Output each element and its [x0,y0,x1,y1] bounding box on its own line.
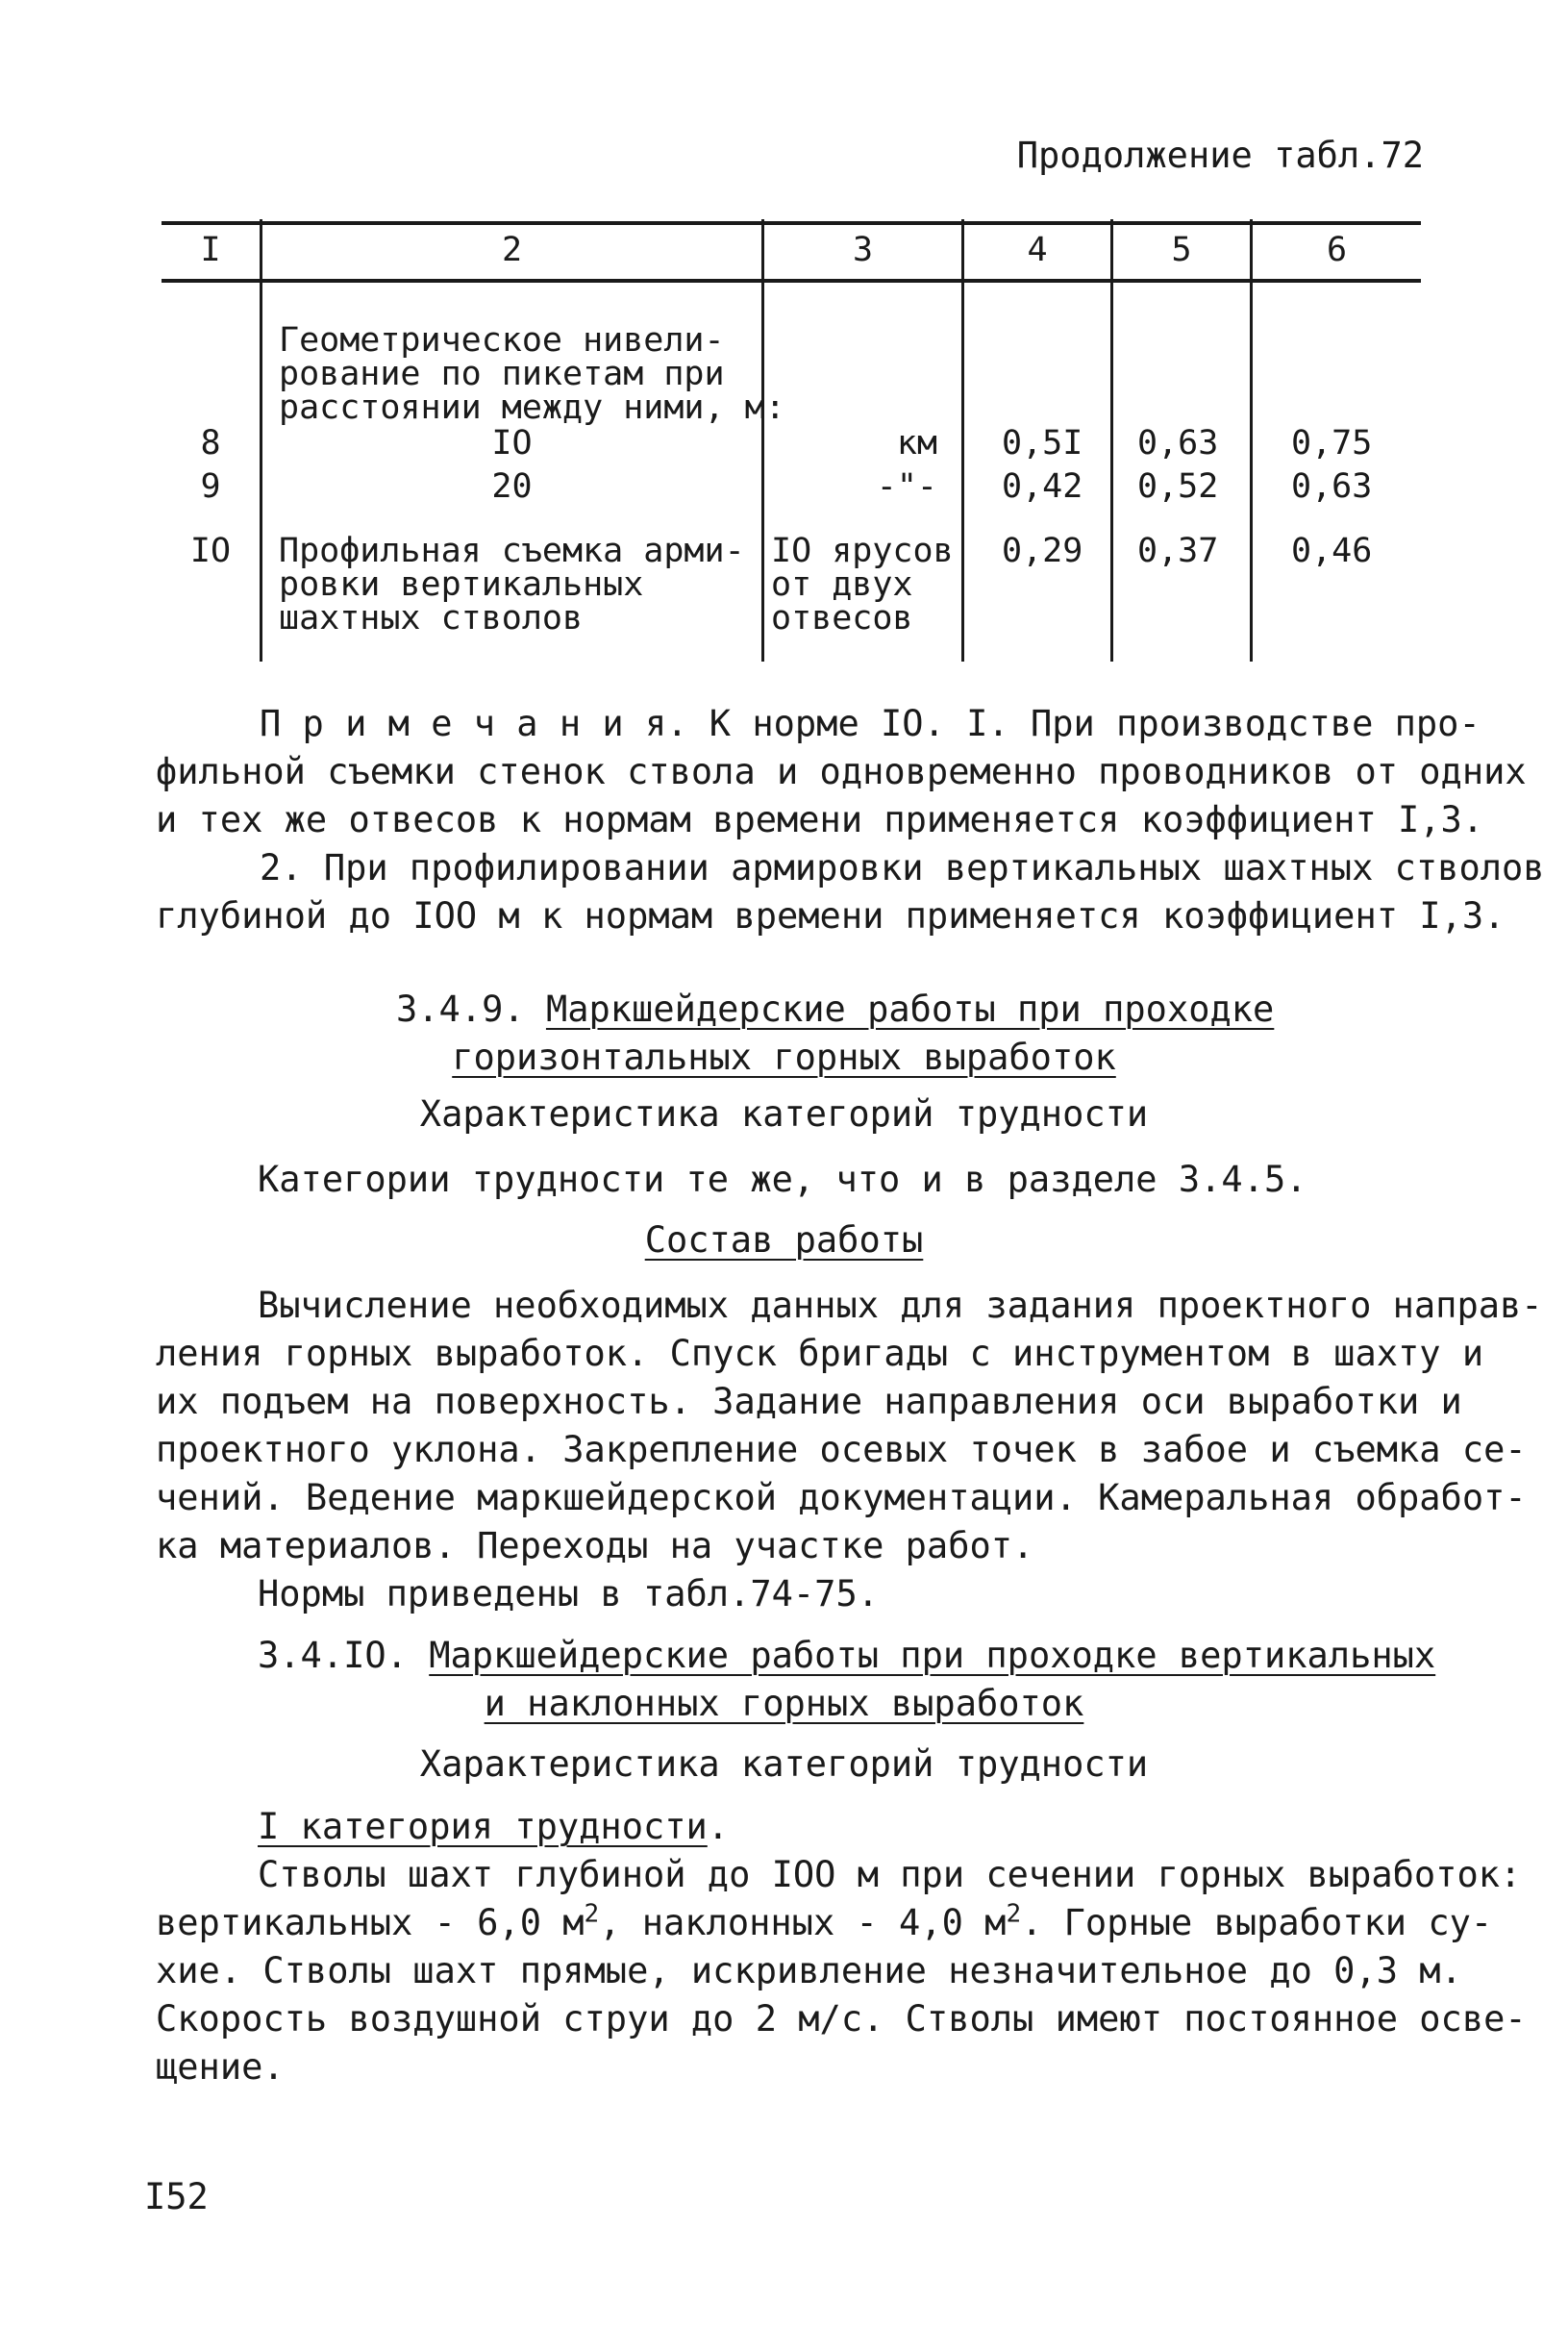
section-heading [396,986,1274,1034]
table-header-cell: 5 [1171,231,1192,269]
composition-line: проектного уклона. Закрепление осевых точек в забое и съемка се- [156,1429,1527,1470]
section-title-line: Маркшейдерские работы при проходке [545,989,1275,1030]
table-column-divider [1110,219,1113,662]
body-line: щение. [156,2046,285,2088]
body-line [156,1899,1492,1947]
composition-title: Состав работы [644,1219,924,1261]
row-value-col6: 0,75 [1291,424,1373,463]
section-subtitle: Характеристика категорий трудности [419,1093,1149,1135]
notes-line: фильной съемки стенок ствола и одновременно проводников от одних [156,751,1527,792]
body-text: , наклонных - 4,0 м [599,1902,1007,1943]
table-header-cell: 6 [1326,231,1348,269]
section-number: 3.4.9. [396,989,525,1030]
row-unit-line: IO ярусов [771,532,954,570]
composition-line: Вычисление необходимых данных для задания проектного направ- [258,1285,1543,1326]
row-unit: -"- [876,467,937,506]
table-column-divider [1250,219,1253,662]
row-number: IO [189,532,232,570]
notes-line [260,700,1481,748]
row-value-col6: 0,63 [1291,467,1373,506]
category-heading-text: I категория трудности [258,1806,708,1847]
row-name-line: ровки вертикальных [279,565,644,604]
body-line: Скорость воздушной струи до 2 м/с. Стволы имеют постоянное осве- [156,1998,1527,2040]
row-value-col5: 0,63 [1137,424,1219,463]
superscript: 2 [1006,1899,1022,1929]
composition-line: ка материалов. Переходы на участке работ. [156,1525,1034,1566]
notes-text: К норме IO. I. При производстве про- [687,703,1481,744]
row-number: 9 [200,467,221,506]
table-header-cell: I [200,231,221,269]
superscript: 2 [584,1899,600,1929]
row-name-line: шахтных стволов [279,599,584,638]
row-value-col4: 0,29 [1002,532,1083,570]
row-value-col6: 0,46 [1291,532,1373,570]
row-number: 8 [200,424,221,463]
table-header-cell: 2 [501,231,523,269]
composition-line: их подъем на поверхность. Задание направления оси выработки и [156,1381,1462,1422]
table-top-rule [162,221,1421,225]
table-header-rule [162,279,1421,283]
page-number: I52 [144,2176,209,2217]
composition-line: ления горных выработок. Спуск бригады с инструментом в шахту и [156,1333,1484,1374]
group-title-line: рование по пикетам при [279,355,725,393]
categories-text: Категории трудности те же, что и в разделе 3.4.5. [258,1159,1307,1200]
section-number: 3.4.IO. [258,1635,408,1676]
row-unit-line: от двух [771,565,913,604]
section-title-line: горизонтальных горных выработок [452,1037,1116,1078]
row-unit: км [896,424,937,463]
row-name: IO [491,424,533,463]
group-title-line: Геометрическое нивели- [279,321,725,360]
table-column-divider [961,219,964,662]
section-subtitle: Характеристика категорий трудности [419,1743,1149,1785]
row-name-line: Профильная съемка арми- [279,532,745,570]
norms-reference: Нормы приведены в табл.74-75. [258,1573,880,1615]
row-value-col5: 0,52 [1137,467,1219,506]
row-value-col4: 0,42 [1002,467,1083,506]
notes-prefix: П р и м е ч а н и я. [260,703,688,744]
table-header-cell: 3 [852,231,874,269]
row-name: 20 [491,467,533,506]
composition-line: чений. Ведение маркшейдерской документации. Камеральная обработ- [156,1477,1527,1518]
body-text: . Горные выработки су- [1021,1902,1493,1943]
section-title-line: и наклонных горных выработок [484,1683,1084,1724]
row-value-col5: 0,37 [1137,532,1219,570]
group-title-line: расстоянии между ними, м: [279,388,785,427]
notes-line: и тех же отвесов к нормам времени применяется коэффициент I,3. [156,799,1484,840]
table-continuation-label: Продолжение табл.72 [1016,135,1424,176]
section-heading [258,1632,1435,1680]
notes-line: 2. При профилировании армировки вертикальных шахтных стволов [260,847,1545,889]
notes-line: глубиной до IOO м к нормам времени применяется коэффициент I,3. [156,895,1506,937]
body-line: Стволы шахт глубиной до IOO м при сечении горных выработок: [258,1854,1522,1895]
category-heading [258,1803,729,1851]
category-heading-dot: . [707,1806,730,1847]
body-text: вертикальных - 6,0 м [156,1902,585,1943]
table-header-cell: 4 [1027,231,1048,269]
row-value-col4: 0,5I [1002,424,1083,463]
body-line: хие. Стволы шахт прямые, искривление незначительное до 0,3 м. [156,1950,1462,1991]
section-title-line: Маркшейдерские работы при проходке вертикальных [429,1635,1436,1676]
row-unit-line: отвесов [771,599,913,638]
